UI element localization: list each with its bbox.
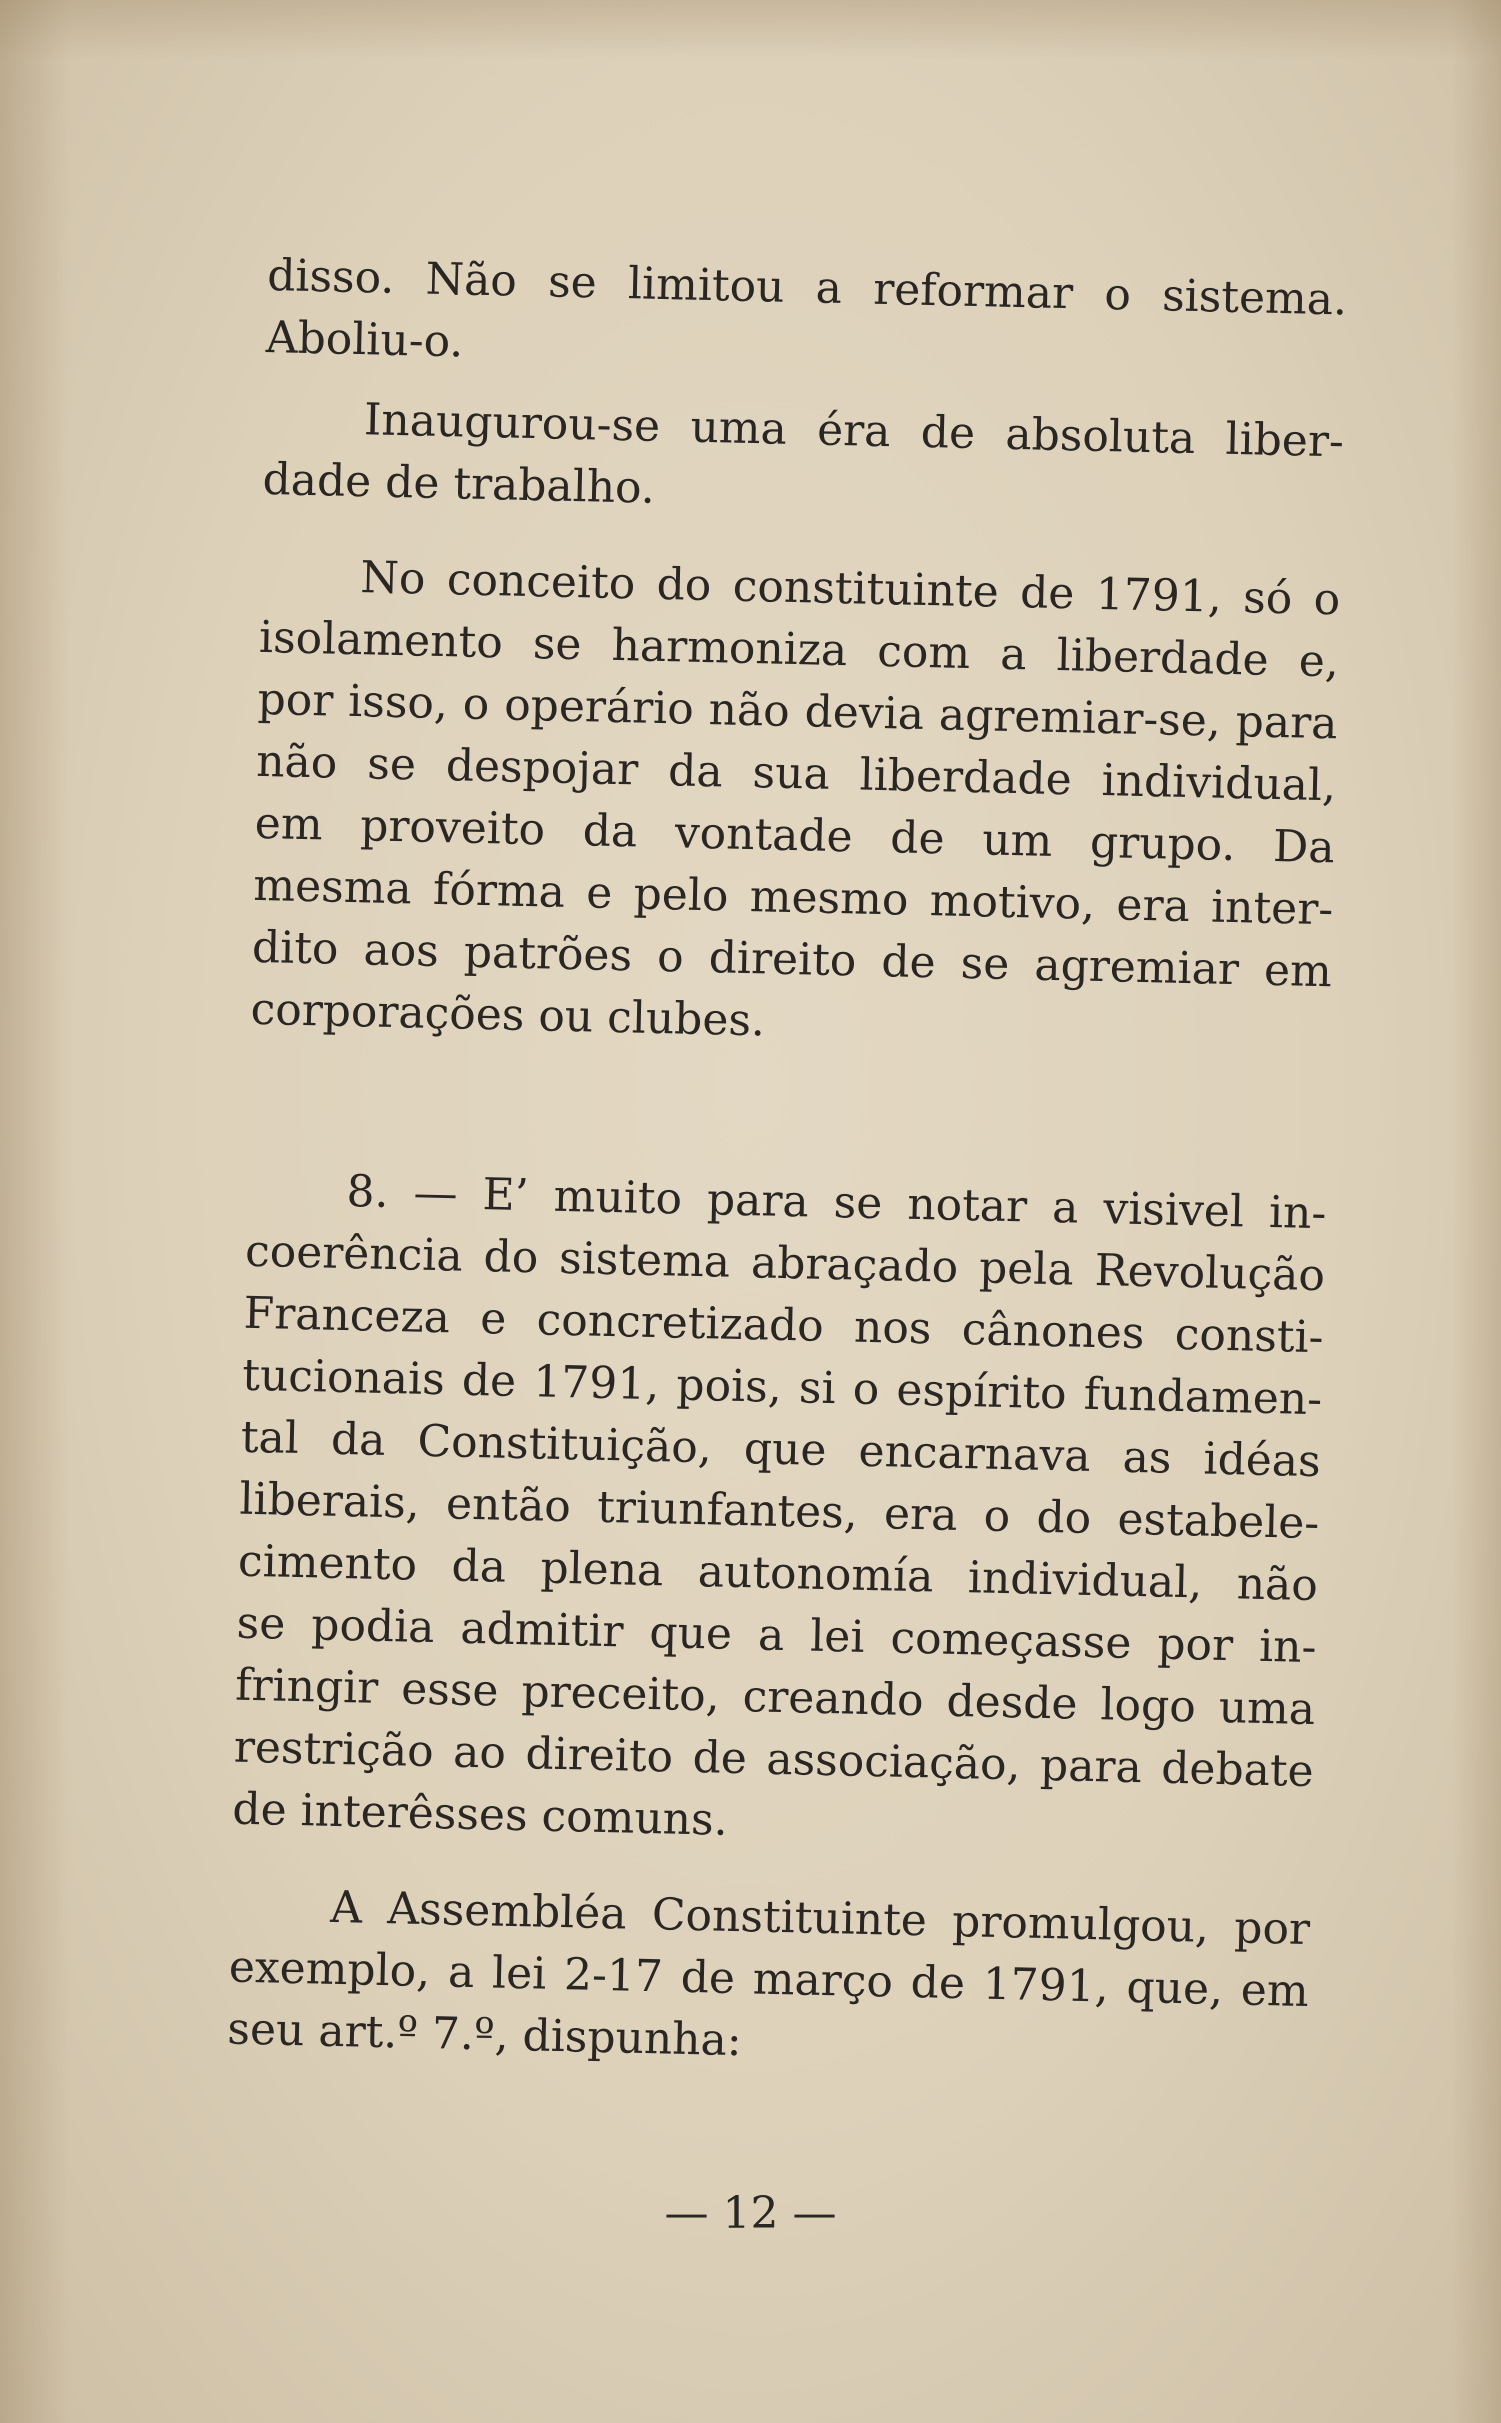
page-edge-shadow-left xyxy=(0,0,70,2423)
text-line: liberais, então triunfantes, era o do estabele- xyxy=(238,1473,1320,1550)
text-line: tal da Constituição, que encarnava as idéas xyxy=(240,1411,1322,1488)
text-line: coerência do sistema abraçado pela Revolução xyxy=(244,1225,1326,1302)
text-line: No conceito do constituinte de 1791, só o xyxy=(359,552,1341,626)
text-line: 8. — E’ muito para se notar a visivel in- xyxy=(345,1166,1327,1240)
text-line: A Assembléa Constituinte promulgou, por xyxy=(329,1881,1311,1956)
text-line: exemplo, a lei 2-17 de março de 1791, que, em xyxy=(228,1941,1310,2018)
text-line: restrição ao direito de associação, para debate xyxy=(233,1721,1315,1798)
text-line: se podia admitir que a lei começasse por in- xyxy=(236,1597,1318,1674)
paragraph xyxy=(262,387,1345,535)
text-line: de interêsses comuns. xyxy=(231,1783,729,1846)
paragraph xyxy=(265,245,1348,393)
text-line: cimento da plena autonomía individual, não xyxy=(237,1535,1319,1612)
text-line: isolamento se harmoniza com a liberdade e, xyxy=(258,611,1340,688)
page-edge-shadow-right xyxy=(1451,0,1501,2423)
text-line: Aboliu-o. xyxy=(265,311,464,368)
text-line: mesma fórma e pelo mesmo motivo, era inter- xyxy=(252,859,1334,936)
page-edge-shadow-top xyxy=(0,0,1501,60)
paragraph xyxy=(232,1159,1327,1865)
text-line: em proveito da vontade de um grupo. Da xyxy=(254,797,1336,874)
text-line: dito aos patrões o direito de se agremiar em xyxy=(251,921,1333,998)
text-line: dade de trabalho. xyxy=(262,453,656,514)
text-line: disso. Não se limitou a reformar o sistema. xyxy=(266,249,1348,326)
text-line: por isso, o operário não devia agremiar-se, para xyxy=(257,673,1338,750)
text-line: corporações ou clubes. xyxy=(250,983,766,1047)
paragraph xyxy=(250,545,1341,1065)
body-text xyxy=(227,245,1348,2085)
page-number: — 12 — xyxy=(664,2188,837,2239)
text-line: Inaugurou-se uma éra de absoluta liber- xyxy=(363,394,1345,468)
paragraph xyxy=(227,1875,1311,2085)
text-line: não se despojar da sua liberdade individual, xyxy=(255,735,1337,812)
text-line: Franceza e concretizado nos cânones consti- xyxy=(243,1287,1325,1364)
text-line: fringir esse preceito, creando desde logo uma xyxy=(234,1659,1316,1736)
text-line: tucionais de 1791, pois, si o espírito fundamen- xyxy=(241,1349,1323,1426)
text-line: seu art.º 7.º, dispunha: xyxy=(226,2003,743,2067)
